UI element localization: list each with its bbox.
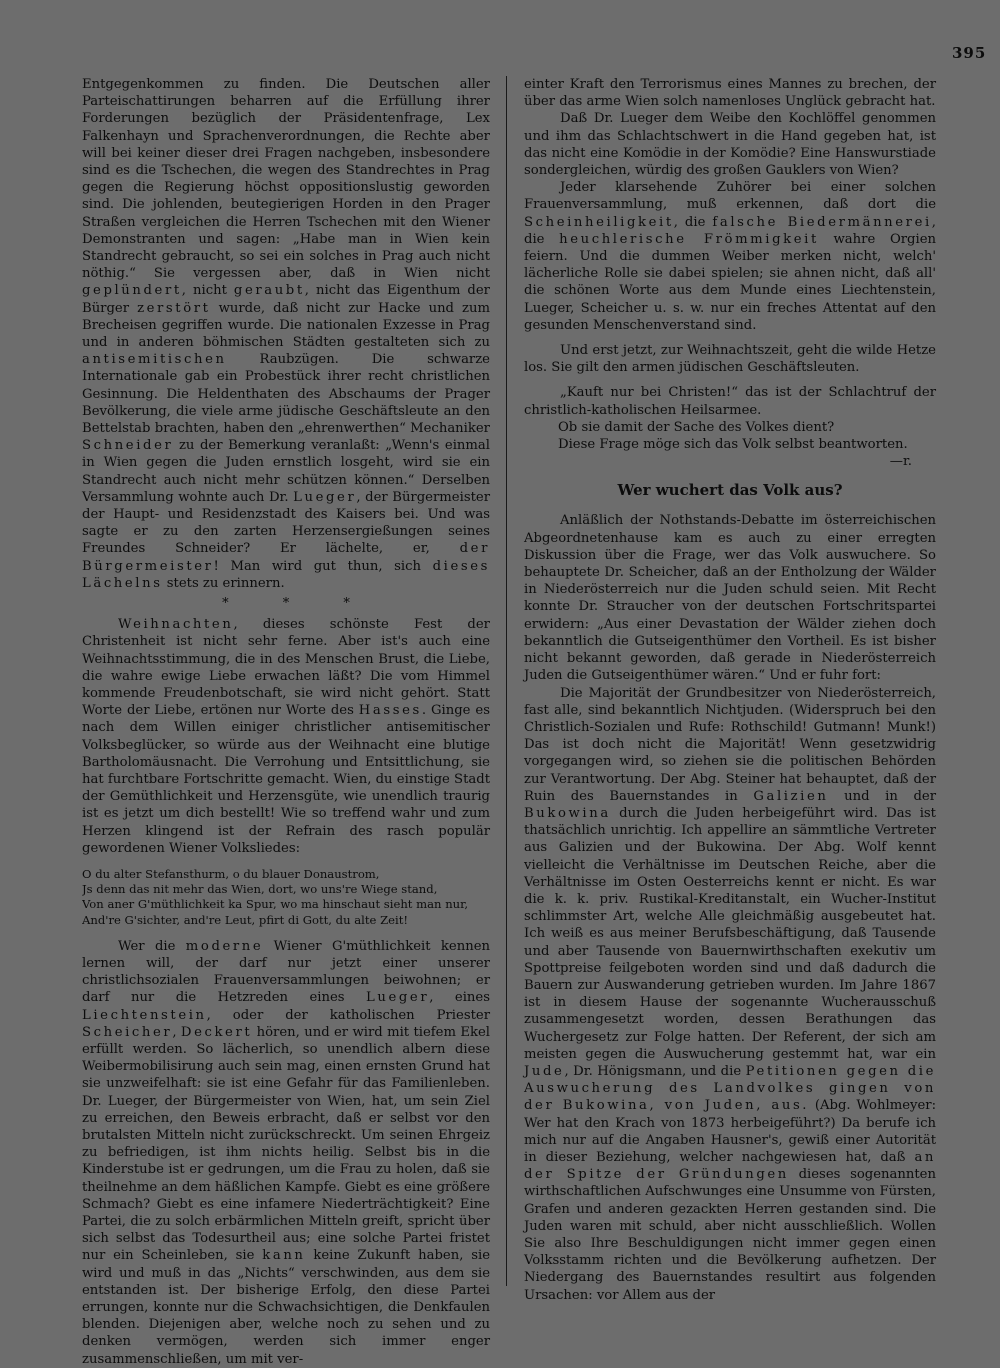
verse-line: And're G'sichter, and're Leut, pfirt di Gott, du alte Zeit! [82, 912, 409, 927]
page-number: 395 [952, 44, 987, 62]
paragraph: Daß Dr. Lueger dem Weibe den Kochlöffel genommen und ihm das Schlachtschwert in die Hand gegeben hat, ist das nicht eine Komödie in der Komödie? Eine Hanswurstiade sondergleichen, würdig des großen Gauklers von Wien? [524, 111, 936, 179]
paragraph: Anläßlich der Nothstands-Debatte im österreichischen Abgeordnetenhause kam es auch zu einer erregten Diskussion über die Frage, wer das Volk auswuchere. So behauptete Dr. Scheicher, daß an der Entholzung der Wälder in Niederösterreich nur die Juden schuld seien. Mit Recht konnte Dr. Straucher von der deutschen Fortschritspartei erwidern: „Aus einer Devastation der Wälder ziehen doch bekanntlich die Gutseigenthümer den Vortheil. Es ist bisher nicht bekannt geworden, daß gerade in Niederösterreich Juden die Gutseigenthümer wären.“ Und er fuhr fort: [524, 513, 936, 684]
paragraph: einter Kraft den Terrorismus eines Mannes zu brechen, der über das arme Wien solch namenloses Unglück gebracht hat. [524, 77, 936, 110]
paragraph: Die Majorität der Grundbesitzer von Niederösterreich, fast alle, sind bekanntlich Nichtjuden. (Widerspruch bei den Christlich-Sozialen und Rufe: Rothschild! Gutmann! Munk!) Das ist doch nicht die Majorität! Wenn gesetzwidrig vorgegangen wird, so ziehen sie die politischen Behörden zur Verantwortung. Der Abg. Steiner hat behauptet, daß der Ruin des Bauernstandes in Galizien und in der Bukowina durch die Juden herbeigeführt wird. Das ist thatsächlich unrichtig. Ich appellire an sämmtliche Vertreter aus Galizien und der Bukowina. Der Abg. Wolf kennt vielleicht die Verhältnisse im Deutschen Reiche, aber die Verhältnisse im Osten Oesterreichs kennt er nicht. Es war die k. k. priv. Rustikal-Kreditanstalt, ein Wucher-Institut schlimmster Art, welche Alle gleichmäßig ausgebeutet hat. Ich weiß es aus meiner Berufsbeschäftigung, daß Tausende und aber Tausende von Bauernwirthschaften exekutiv um Spottpreise feilgeboten worden sind und daß dadurch die Bauern zur Auswanderung getrieben wurden. Im Jahre 1867 ist in diesem Hause der sogenannte Wucherausschuß zusammengesetzt worden, dessen Berathungen das Wuchergesetz zur Folge hatten. Der Referent, der sich am meisten gegen die Auswucherung gestemmt hat, war ein Jude, Dr. Hönigsmann, und die Petitionen gegen die Auswucherung des Landvolkes gingen von der Bukowina, von Juden, aus. (Abg. Wohlmeyer: Wer hat den Krach von 1873 herbeigeführt?) Da berufe ich mich nur auf die Angaben Hausner's, gewiß einer Autorität in dieser Beziehung, welcher nachgewiesen hat, daß an der Spitze der Gründungen dieses sogenannten wirthschaftlichen Aufschwunges eine Unsumme von Fürsten, Grafen und anderen gezackten Herren gestanden sind. Die Juden waren mit schuld, aber nicht ausschließlich. Wollen Sie also Ihre Beschuldigungen nicht immer gegen einen Volksstamm richten und die Bevölkerung aufhetzen. Der Niedergang des Bauernstandes resultirt aus folgenden Ursachen: vor Allem aus der [524, 685, 937, 1303]
song-verse [82, 867, 490, 928]
paragraph: Entgegenkommen zu finden. Die Deutschen aller Parteischattirungen beharren auf die Erfüllung ihrer Forderungen bezüglich der Präsidentenfrage, Lex Falkenhayn und Sprachenverordnungen, die Rechte aber will bei keiner dieser drei Fragen nachgeben, insbesondere sind es die Tschechen, die wegen des Standrechtes in Prag gegen die Regierung höchst oppositionslustig geworden sind. Die johlenden, beutegierigen Horden in den Prager Straßen vergleichen die Herren Tschechen mit den Wiener Demonstranten und sagen: „Habe man in Wien kein Standrecht gebraucht, so sei ein solches in Prag auch nicht nöthig.“ Sie vergessen aber, daß in Wien nicht geplündert, nicht geraubt, nicht das Eigenthum der Bürger zerstört wurde, daß nicht zur Hacke und zum Brecheisen gegriffen wurde. Die nationalen Exzesse in Prag und in anderen böhmischen Städten gestalteten sich zu antisemitischen Raubzügen. Die schwarze Internationale gab ein Probestück ihrer recht christlichen Gesinnung. Die Heldenthaten des Abschaums der Prager Bevölkerung, die viele arme jüdische Geschäftsleute an den Bettelstab brachten, haben den „ehrenwerthen“ Mechaniker Schneider zu der Bemerkung veranlaßt: „Wenn's einmal in Wien gegen die Juden ernstlich losgeht, wird sie ein Standrecht auch nicht mehr schützen können.“ Derselben Versammlung wohnte auch Dr. Lueger, der Bürgermeister der Haupt- und Residenzstadt des Kaisers bei. Und was sagte er zu den zarten Herzensergießungen seines Freundes Schneider? Er lächelte, er, der Bürgermeister! Man wird gut thun, sich dieses Lächelns stets zu erinnern. [82, 77, 490, 591]
section-divider-stars: * * * [222, 596, 350, 612]
paragraph: Und erst jetzt, zur Weihnachtszeit, geht die wilde Hetze los. Sie gilt den armen jüdischen Geschäftsleuten. [524, 343, 936, 376]
verse-line: Js denn das nit mehr das Wien, dort, wo uns're Wiege stand, [82, 882, 438, 897]
left-column [82, 76, 490, 1368]
question-line: Diese Frage möge sich das Volk selbst beantworten. [558, 437, 908, 453]
paragraph: Jeder klarsehende Zuhörer bei einer solchen Frauenversammlung, muß erkennen, daß dort die Scheinheiligkeit, die falsche Biedermännerei, die heuchlerische Frömmigkeit wahre Orgien feiern. Und die dummen Weiber merken nicht, welch' lächerliche Rolle sie dabei spielen; sie ahnen nicht, daß all' die schönen Worte aus dem Munde eines Liechtenstein, Lueger, Scheicher u. s. w. nur ein freches Attentat auf den gesunden Menschenverstand sind. [524, 180, 937, 333]
article-heading: Wer wuchert das Volk aus? [617, 481, 843, 500]
verse-line: O du alter Stefansthurm, o du blauer Donaustrom, [82, 866, 380, 881]
author-signature: —r. [889, 454, 912, 470]
question-line: Ob sie damit der Sache des Volkes dient? [558, 419, 835, 435]
right-column [524, 76, 936, 1304]
paragraph: „Kauft nur bei Christen!“ das ist der Schlachtruf der christlich-katholischen Heilsarmee. [524, 385, 936, 418]
verse-line: Von aner G'müthlichkeit ka Spur, wo ma hinschaut sieht man nur, [82, 897, 469, 912]
paragraph: Weihnachten, dieses schönste Fest der Christenheit ist nicht sehr ferne. Aber ist's auch eine Weihnachtsstimmung, die in des Menschen Brust, die Liebe, die wahre ewige Liebe erwachen läßt? Die vom Himmel kommende Freudenbotschaft, sie wird nicht gehört. Statt Worte der Liebe, ertönen nur Worte des Hasses. Ginge es nach dem Willen einiger christlicher antisemitischer Volksbeglücker, so würde aus der Weihnacht eine blutige Bartholomäusnacht. Die Verrohung und Entsittlichung, sie hat furchtbare Fortschritte gemacht. Wien, du einstige Stadt der Gemüthlichkeit und Herzensgüte, wie unendlich traurig ist es jetzt um dich bestellt! Wie so treffend wahr und zum Herzen klingend ist der Refrain des rasch populär gewordenen Wiener Volksliedes: [82, 617, 490, 856]
column-rule [506, 76, 507, 1286]
paragraph: Wer die moderne Wiener G'müthlichkeit kennen lernen will, der darf nur jetzt einer unserer christlichsozialen Frauenversammlungen beiwohnen; er darf nur die Hetzreden eines Lueger, eines Liechtenstein, oder der katholischen Priester Scheicher, Deckert hören, und er wird mit tiefem Ekel erfüllt werden. So lächerlich, so unendlich albern diese Weibermobilisirung auch sein mag, einen ernsten Grund hat sie unzweifelhaft: sie ist eine Gefahr für das Familienleben. Dr. Lueger, der Bürgermeister von Wien, hat, um sein Ziel zu erreichen, den Beweis erbracht, daß er selbst vor den brutalsten Mitteln nicht zurückschreckt. Um seinen Ehrgeiz zu befriedigen, ist ihm nichts heilig. Selbst bis in die Kinderstube ist er gedrungen, um die Frau zu holen, daß sie theilnehme an dem häßlichen Kampfe. Giebt es eine größere Schmach? Giebt es eine infamere Niederträchtigkeit? Eine Partei, die zu solch erbärmlichen Mitteln greift, spricht über sich selbst das Todesurtheil aus; eine solche Partei fristet nur ein Scheinleben, sie kann keine Zukunft haben, sie wird und muß in das „Nichts“ verschwinden, aus dem sie entstanden ist. Der bisherige Erfolg, den diese Partei errungen, konnte nur die Schwachsichtigen, die Denkfaulen blenden. Diejenigen aber, welche noch zu sehen und zu denken vermögen, werden sich immer enger zusammenschließen, um mit ver- [82, 938, 491, 1367]
